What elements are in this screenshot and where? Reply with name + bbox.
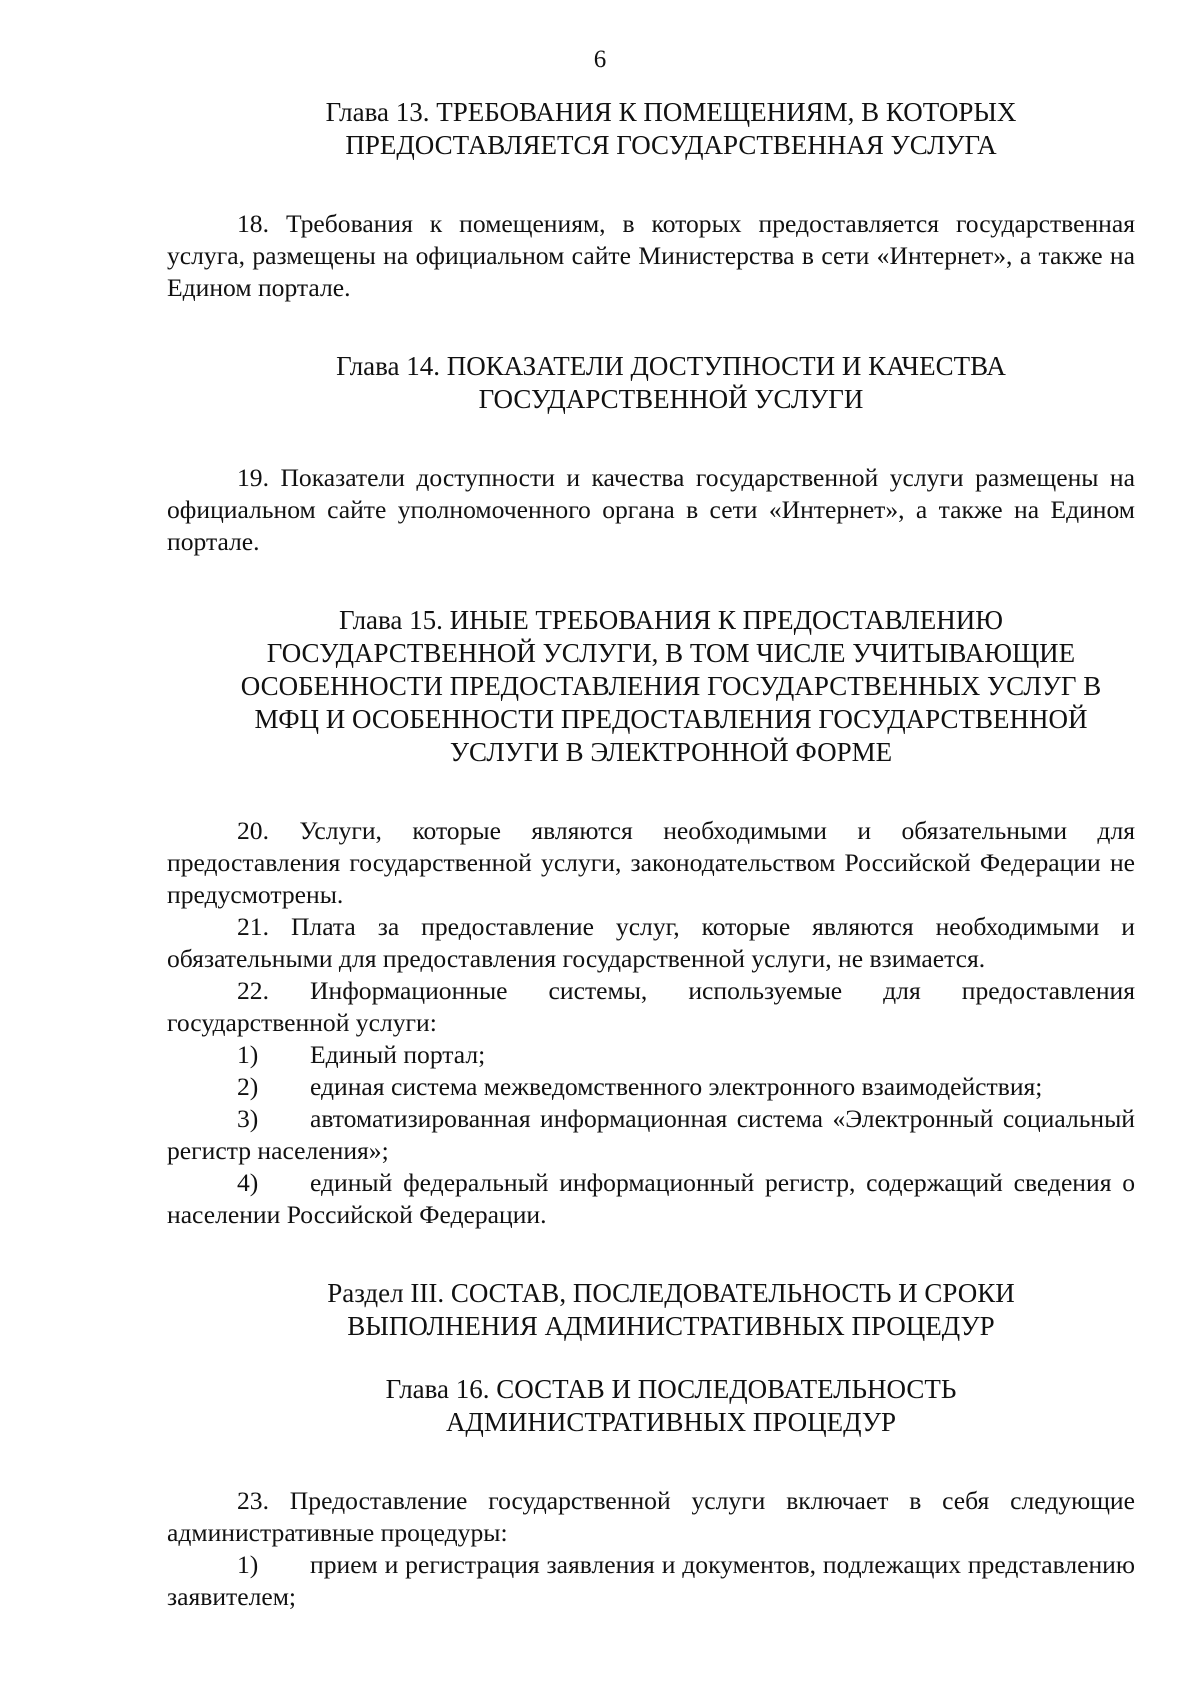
chapter-15-heading bbox=[167, 604, 1135, 769]
heading-line: ГОСУДАРСТВЕННОЙ УСЛУГИ, В ТОМ ЧИСЛЕ УЧИТЫВАЮЩИЕ bbox=[266, 638, 1076, 668]
heading-line: АДМИНИСТРАТИВНЫХ ПРОЦЕДУР bbox=[445, 1407, 897, 1437]
heading-line: ОСОБЕННОСТИ ПРЕДОСТАВЛЕНИЯ ГОСУДАРСТВЕННЫХ УСЛУГ В bbox=[240, 671, 1102, 701]
heading-line: Глава 15. ИНЫЕ ТРЕБОВАНИЯ К ПРЕДОСТАВЛЕНИЮ bbox=[338, 605, 1004, 635]
list-item-text: Единый портал; bbox=[310, 1040, 486, 1069]
heading-line: МФЦ И ОСОБЕННОСТИ ПРЕДОСТАВЛЕНИЯ ГОСУДАРСТВЕННОЙ bbox=[254, 704, 1088, 734]
list-item-text: автоматизированная информационная система «Электронный социальный регистр населения»; bbox=[167, 1104, 1135, 1165]
paragraph-18: 18. Требования к помещениям, в которых предоставляется государственная услуга, размещены на официальном сайте Министерства в сети «Интернет», а также на Едином портале. bbox=[167, 209, 1135, 302]
paragraph-23: 23. Предоставление государственной услуги включает в себя следующие административные процедуры: bbox=[167, 1486, 1135, 1547]
list-item-number: 2) bbox=[237, 1072, 259, 1101]
paragraph-20: 20. Услуги, которые являются необходимыми и обязательными для предоставления государственной услуги, законодательством Российской Федерации не предусмотрены. bbox=[167, 816, 1135, 909]
paragraph-19: 19. Показатели доступности и качества государственной услуги размещены на официальном сайте уполномоченного органа в сети «Интернет», а также на Едином портале. bbox=[167, 463, 1135, 556]
heading-line: Глава 16. СОСТАВ И ПОСЛЕДОВАТЕЛЬНОСТЬ bbox=[385, 1374, 957, 1404]
list-item-number: 1) bbox=[237, 1040, 259, 1069]
list-item-text: единый федеральный информационный регистр, содержащий сведения о населении Российской Федерации. bbox=[167, 1168, 1135, 1229]
heading-line: Глава 14. ПОКАЗАТЕЛИ ДОСТУПНОСТИ И КАЧЕСТВА bbox=[336, 351, 1006, 381]
heading-line: УСЛУГИ В ЭЛЕКТРОННОЙ ФОРМЕ bbox=[449, 737, 893, 767]
chapter-16-heading bbox=[167, 1373, 1135, 1439]
list-item-text: единая система межведомственного электронного взаимодействия; bbox=[310, 1072, 1043, 1101]
list-item bbox=[167, 1039, 1135, 1071]
list-item bbox=[167, 1071, 1135, 1103]
heading-line: Глава 13. ТРЕБОВАНИЯ К ПОМЕЩЕНИЯМ, В КОТОРЫХ bbox=[325, 97, 1017, 127]
section-3-heading bbox=[167, 1277, 1135, 1343]
heading-line: ГОСУДАРСТВЕННОЙ УСЛУГИ bbox=[478, 384, 864, 414]
heading-line: Раздел III. СОСТАВ, ПОСЛЕДОВАТЕЛЬНОСТЬ И СРОКИ bbox=[327, 1278, 1015, 1308]
chapter-13-heading bbox=[167, 96, 1135, 162]
list-item-number: 1) bbox=[237, 1550, 259, 1579]
page-content bbox=[167, 96, 1135, 1613]
heading-line: ВЫПОЛНЕНИЯ АДМИНИСТРАТИВНЫХ ПРОЦЕДУР bbox=[347, 1311, 995, 1341]
list-item-number: 3) bbox=[237, 1104, 259, 1133]
chapter-14-heading bbox=[167, 350, 1135, 416]
paragraph-21: 21. Плата за предоставление услуг, которые являются необходимыми и обязательными для предоставления государственной услуги, не взимается. bbox=[167, 912, 1135, 973]
page-number: 6 bbox=[593, 46, 607, 73]
list-item-number: 4) bbox=[237, 1168, 259, 1197]
heading-line: ПРЕДОСТАВЛЯЕТСЯ ГОСУДАРСТВЕННАЯ УСЛУГА bbox=[345, 130, 997, 160]
paragraph-22: 22. Информационные системы, используемые для предоставления государственной услуги: bbox=[167, 976, 1135, 1037]
list-item bbox=[167, 1167, 1135, 1231]
list-item-text: прием и регистрация заявления и документов, подлежащих представлению заявителем; bbox=[167, 1550, 1135, 1611]
list-item bbox=[167, 1549, 1135, 1613]
list-item bbox=[167, 1103, 1135, 1167]
